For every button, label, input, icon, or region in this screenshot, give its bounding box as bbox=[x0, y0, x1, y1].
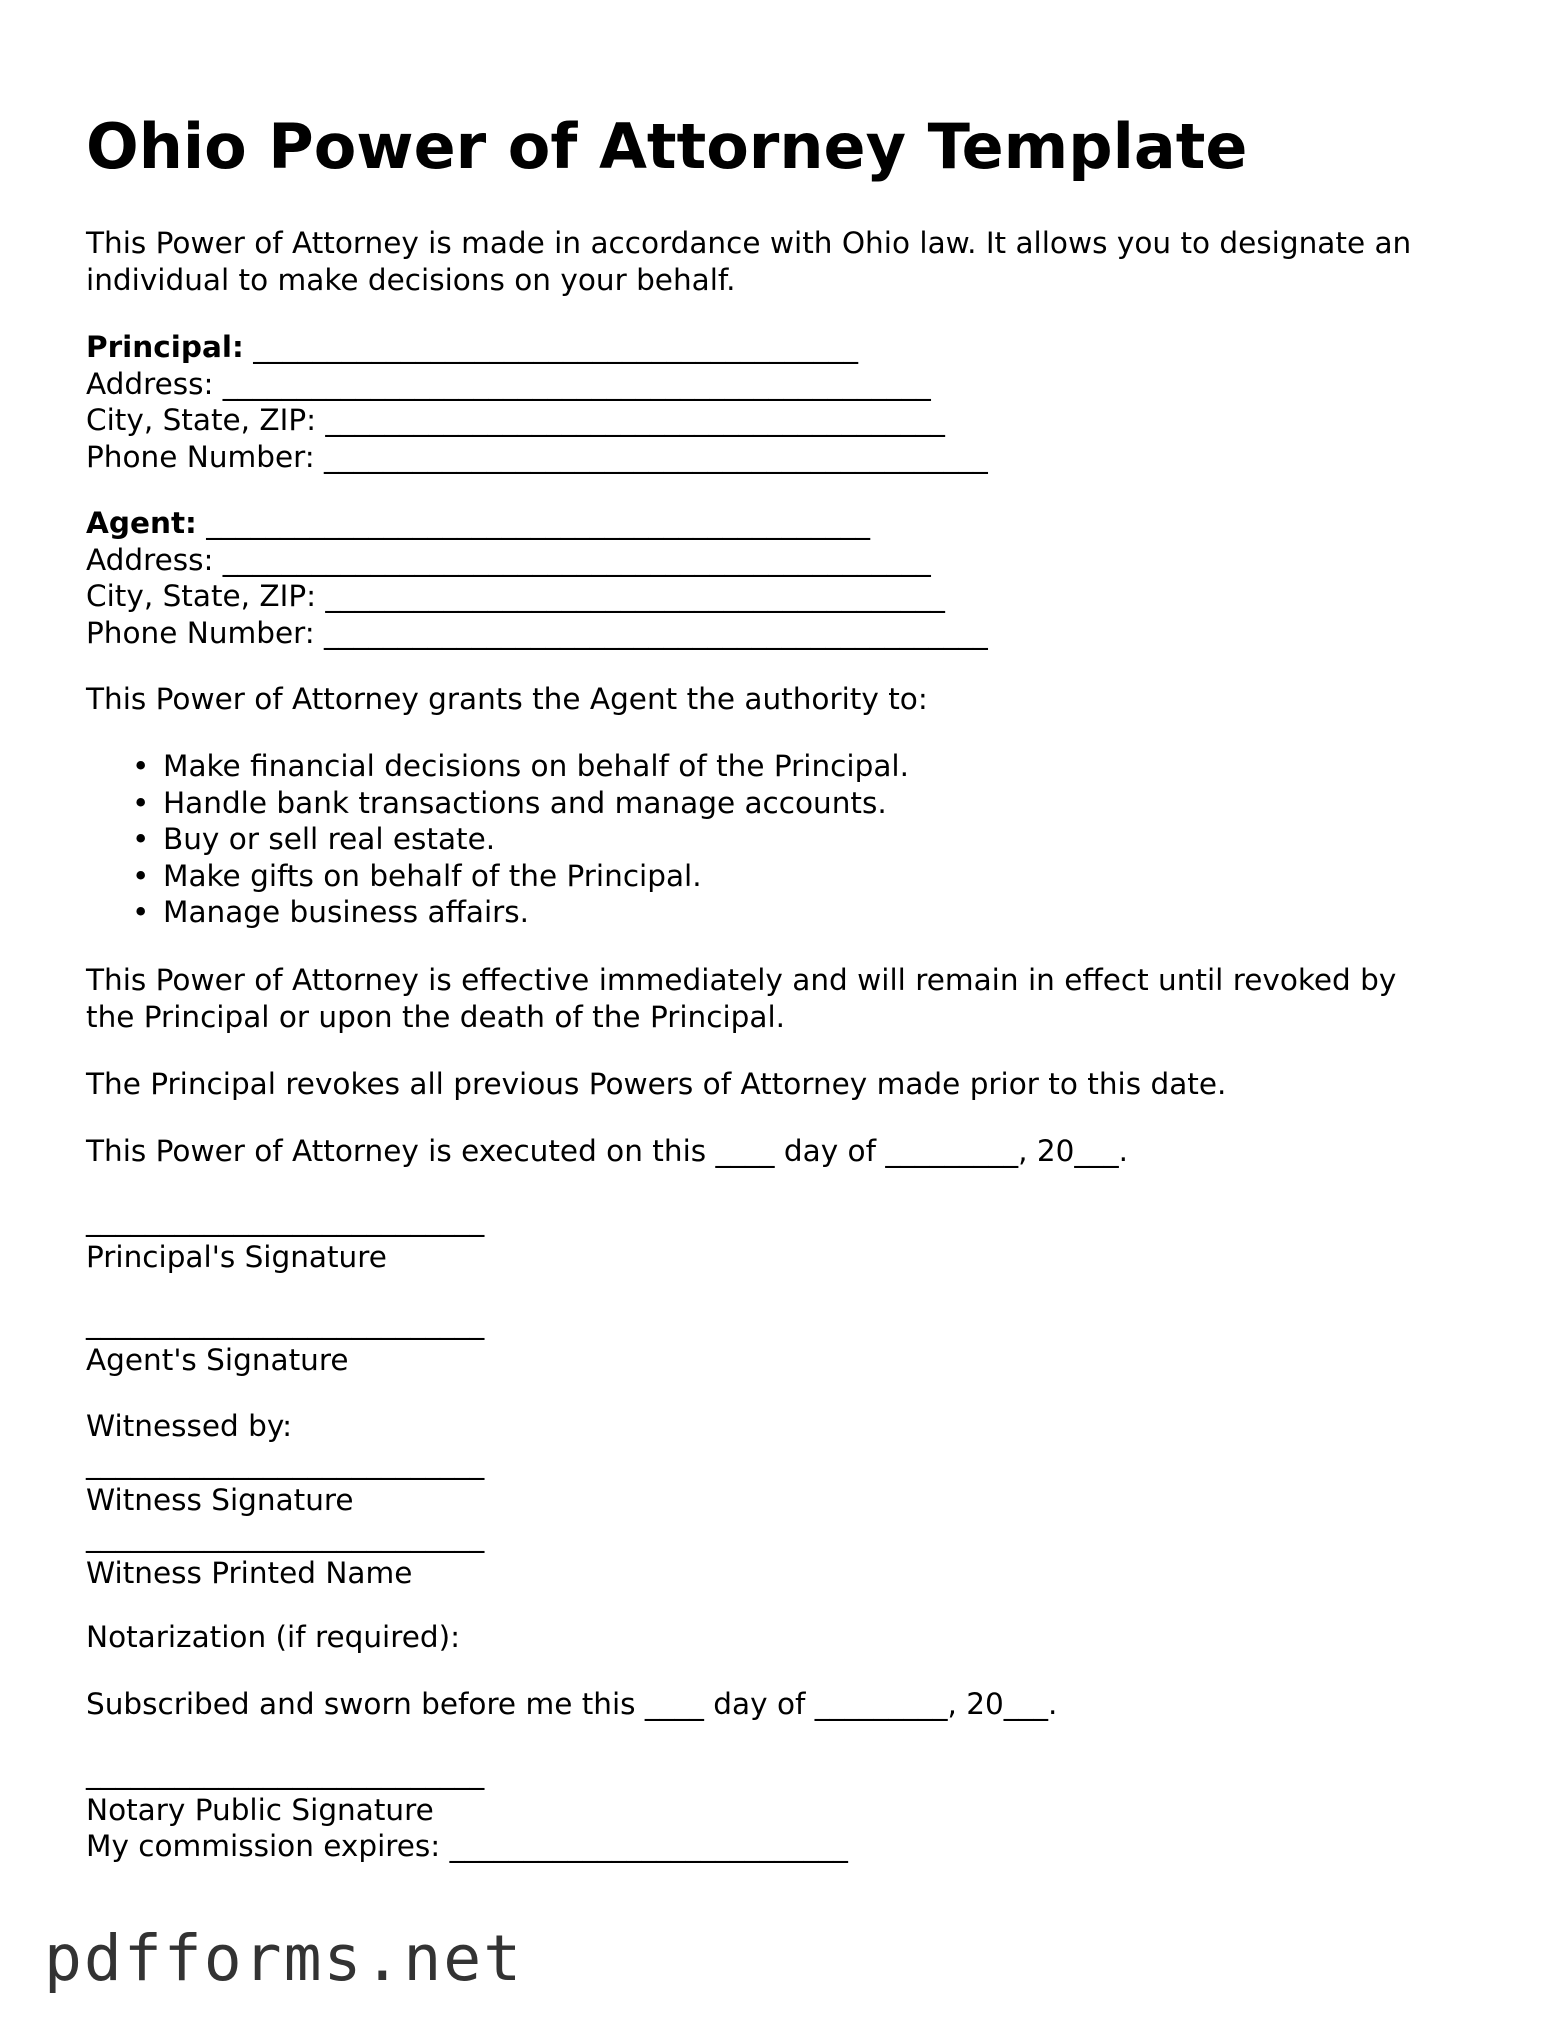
witnessed-by-label: Witnessed by: bbox=[86, 1409, 293, 1443]
power-text: Handle bank transactions and manage accounts. bbox=[163, 785, 887, 820]
bullet-icon: • bbox=[132, 749, 150, 783]
revocation-paragraph: The Principal revokes all previous Powers of Attorney made prior to this date. bbox=[86, 1067, 1227, 1101]
notary-block bbox=[86, 1755, 848, 1865]
intro-line-1: This Power of Attorney is made in accordance with Ohio law. It allows you to designate an bbox=[86, 226, 1412, 260]
agent-signature-label: Agent's Signature bbox=[86, 1342, 349, 1377]
agent-section bbox=[86, 505, 988, 651]
power-text: Buy or sell real estate. bbox=[163, 822, 496, 857]
principal-signature-label: Principal's Signature bbox=[86, 1239, 387, 1274]
witness-signature-line: ___________________________ bbox=[86, 1446, 485, 1480]
witness-printed-name-label: Witness Printed Name bbox=[86, 1555, 413, 1590]
intro-line-2: individual to make decisions on your behalf. bbox=[86, 262, 736, 297]
agent-signature-line: ___________________________ bbox=[86, 1306, 485, 1340]
list-item bbox=[86, 858, 909, 895]
principal-name-line bbox=[86, 329, 988, 366]
bullet-icon: • bbox=[132, 822, 150, 857]
effective-line-1: This Power of Attorney is effective immediately and will remain in effect until revoked by bbox=[86, 963, 1397, 997]
principal-section bbox=[86, 329, 988, 475]
bullet-icon: • bbox=[132, 785, 150, 820]
bullet-icon: • bbox=[132, 895, 150, 930]
principal-city-state-zip-field: City, State, ZIP: __________________________________________ bbox=[86, 403, 945, 438]
grants-intro: This Power of Attorney grants the Agent the authority to: bbox=[86, 682, 928, 716]
principal-name-field: _________________________________________ bbox=[243, 330, 858, 364]
agent-name-line bbox=[86, 505, 988, 542]
principal-phone-field: Phone Number: _____________________________________________ bbox=[86, 439, 988, 474]
effective-line-2: the Principal or upon the death of the Principal. bbox=[86, 999, 786, 1034]
bullet-icon: • bbox=[132, 858, 150, 893]
witness-printed-name-line: ___________________________ bbox=[86, 1519, 485, 1553]
notary-signature-label: Notary Public Signature bbox=[86, 1792, 434, 1827]
power-text: Make gifts on behalf of the Principal. bbox=[163, 858, 702, 893]
document-title: Ohio Power of Attorney Template bbox=[86, 110, 1248, 183]
agent-phone-field: Phone Number: _____________________________________________ bbox=[86, 615, 988, 650]
notary-signature-line: ___________________________ bbox=[86, 1756, 485, 1790]
agent-label: Agent: bbox=[86, 506, 197, 540]
subscribed-line: Subscribed and sworn before me this ____ day of _________, 20___. bbox=[86, 1687, 1058, 1721]
commission-expires-field: My commission expires: ___________________________ bbox=[86, 1829, 848, 1864]
witness-printed-name-block bbox=[86, 1518, 484, 1591]
list-item bbox=[86, 894, 909, 931]
principal-label: Principal: bbox=[86, 330, 244, 364]
witness-signature-label: Witness Signature bbox=[86, 1482, 354, 1517]
witness-signature-block bbox=[86, 1445, 484, 1518]
list-item bbox=[86, 785, 909, 822]
principal-signature-line: ___________________________ bbox=[86, 1203, 485, 1237]
agent-city-state-zip-field: City, State, ZIP: __________________________________________ bbox=[86, 579, 945, 614]
principal-address-field: Address: ________________________________________________ bbox=[86, 366, 931, 401]
effective-paragraph bbox=[86, 962, 1396, 1035]
watermark-logo: pdfforms.net bbox=[44, 1922, 524, 1995]
powers-list bbox=[86, 748, 909, 931]
principal-signature-block bbox=[86, 1202, 484, 1275]
list-item bbox=[86, 821, 909, 858]
agent-signature-block bbox=[86, 1305, 484, 1378]
agent-address-field: Address: ________________________________________________ bbox=[86, 542, 931, 577]
notarization-heading: Notarization (if required): bbox=[86, 1620, 461, 1654]
intro-paragraph bbox=[86, 225, 1411, 298]
list-item bbox=[86, 748, 909, 785]
power-text: Make financial decisions on behalf of the Principal. bbox=[163, 749, 909, 783]
power-text: Manage business affairs. bbox=[163, 895, 530, 930]
execution-date-line: This Power of Attorney is executed on this ____ day of _________, 20___. bbox=[86, 1134, 1129, 1168]
agent-name-field: _____________________________________________ bbox=[196, 506, 870, 540]
